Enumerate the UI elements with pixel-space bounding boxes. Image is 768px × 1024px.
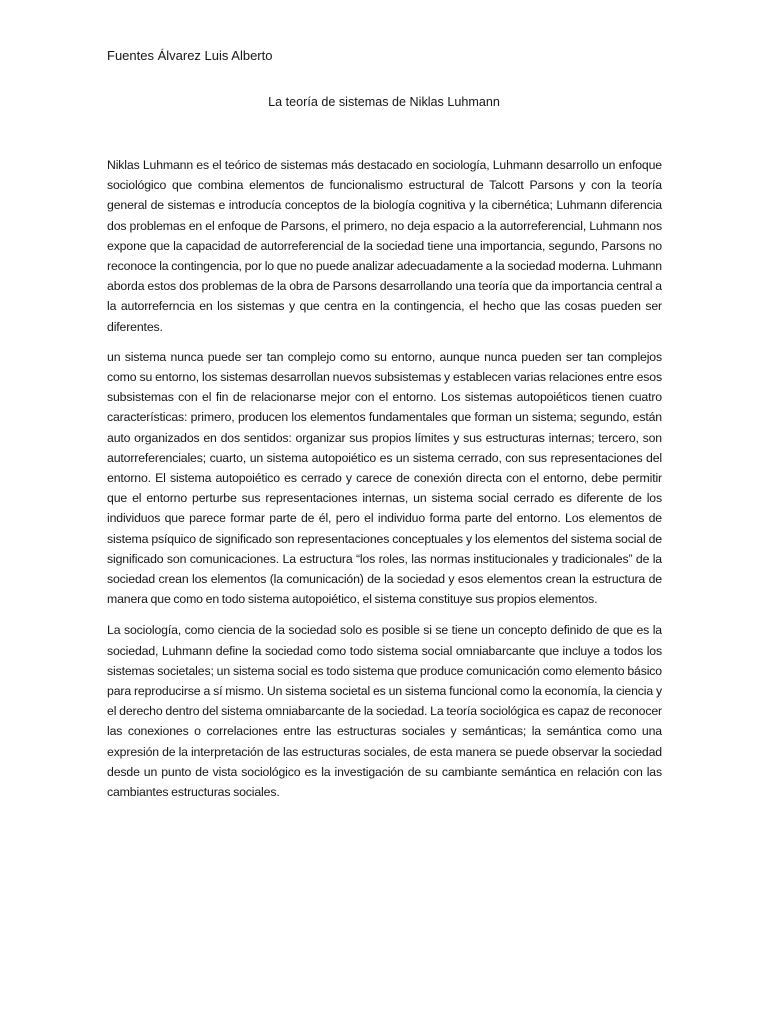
document-title: La teoría de sistemas de Niklas Luhmann xyxy=(268,95,500,109)
document-body xyxy=(107,155,662,812)
paragraph-2: un sistema nunca puede ser tan complejo como su entorno, aunque nunca pueden ser tan complejos como su entorno, los sistemas desarrollan nuevos subsistemas y establecen varias relaciones entre esos subsistemas con el fin de relacionarse mejor con el entorno. Los sistemas autopoiéticos tienen cuatro características: primero, producen los elementos fundamentales que forman un sistema; segundo, están auto organizados en dos sentidos: organizar sus propios límites y sus estructuras internas; tercero, son autorreferenciales; cuarto, un sistema autopoiético es un sistema cerrado, con sus representaciones del entorno. El sistema autopoiético es cerrado y carece de conexión directa con el entorno, debe permitir que el entorno perturbe sus representaciones internas, un sistema social cerrado es diferente de los individuos que parece formar parte de él, pero el individuo forma parte del entorno. Los elementos de sistema psíquico de significado son representaciones conceptuales y los elementos del sistema social de significado son comunicaciones. La estructura “los roles, las normas institucionales y tradicionales” de la sociedad crean los elementos (la comunicación) de la sociedad y esos elementos crean la estructura de manera que como en todo sistema autopoiético, el sistema constituye sus propios elementos. xyxy=(107,349,662,607)
author-name: Fuentes Álvarez Luis Alberto xyxy=(107,48,273,63)
paragraph-3: La sociología, como ciencia de la sociedad solo es posible si se tiene un concepto definido de que es la sociedad, Luhmann define la sociedad como todo sistema social omniabarcante que incluye a todos los sistemas societales; un sistema social es todo sistema que produce comunicación como elemento básico para reproducirse a sí mismo. Un sistema societal es un sistema funcional como la economía, la ciencia y el derecho dentro del sistema omniabarcante de la sociedad. La teoría sociológica es capaz de reconocer las conexiones o correlaciones entre las estructuras sociales y semánticas; la semántica como una expresión de la interpretación de las estructuras sociales, de esta manera se puede observar la sociedad desde un punto de vista sociológico es la investigación de su cambiante semántica en relación con las cambiantes estructuras sociales. xyxy=(107,623,662,800)
paragraph-1: Niklas Luhmann es el teórico de sistemas más destacado en sociología, Luhmann desarrollo un enfoque sociológico que combina elementos de funcionalismo estructural de Talcott Parsons y con la teoría general de sistemas e introducía conceptos de la biología cognitiva y la cibernética; Luhmann diferencia dos problemas en el enfoque de Parsons, el primero, no deja espacio a la autorreferencial, Luhmann nos expone que la capacidad de autorreferencial de la sociedad tiene una importancia, segundo, Parsons no reconoce la contingencia, por lo que no puede analizar adecuadamente a la sociedad moderna. Luhmann aborda estos dos problemas de la obra de Parsons desarrollando una teoría que da importancia central a la autorreferncia en los sistemas y que centra en la contingencia, el hecho que las cosas pueden ser diferentes. xyxy=(107,158,662,334)
